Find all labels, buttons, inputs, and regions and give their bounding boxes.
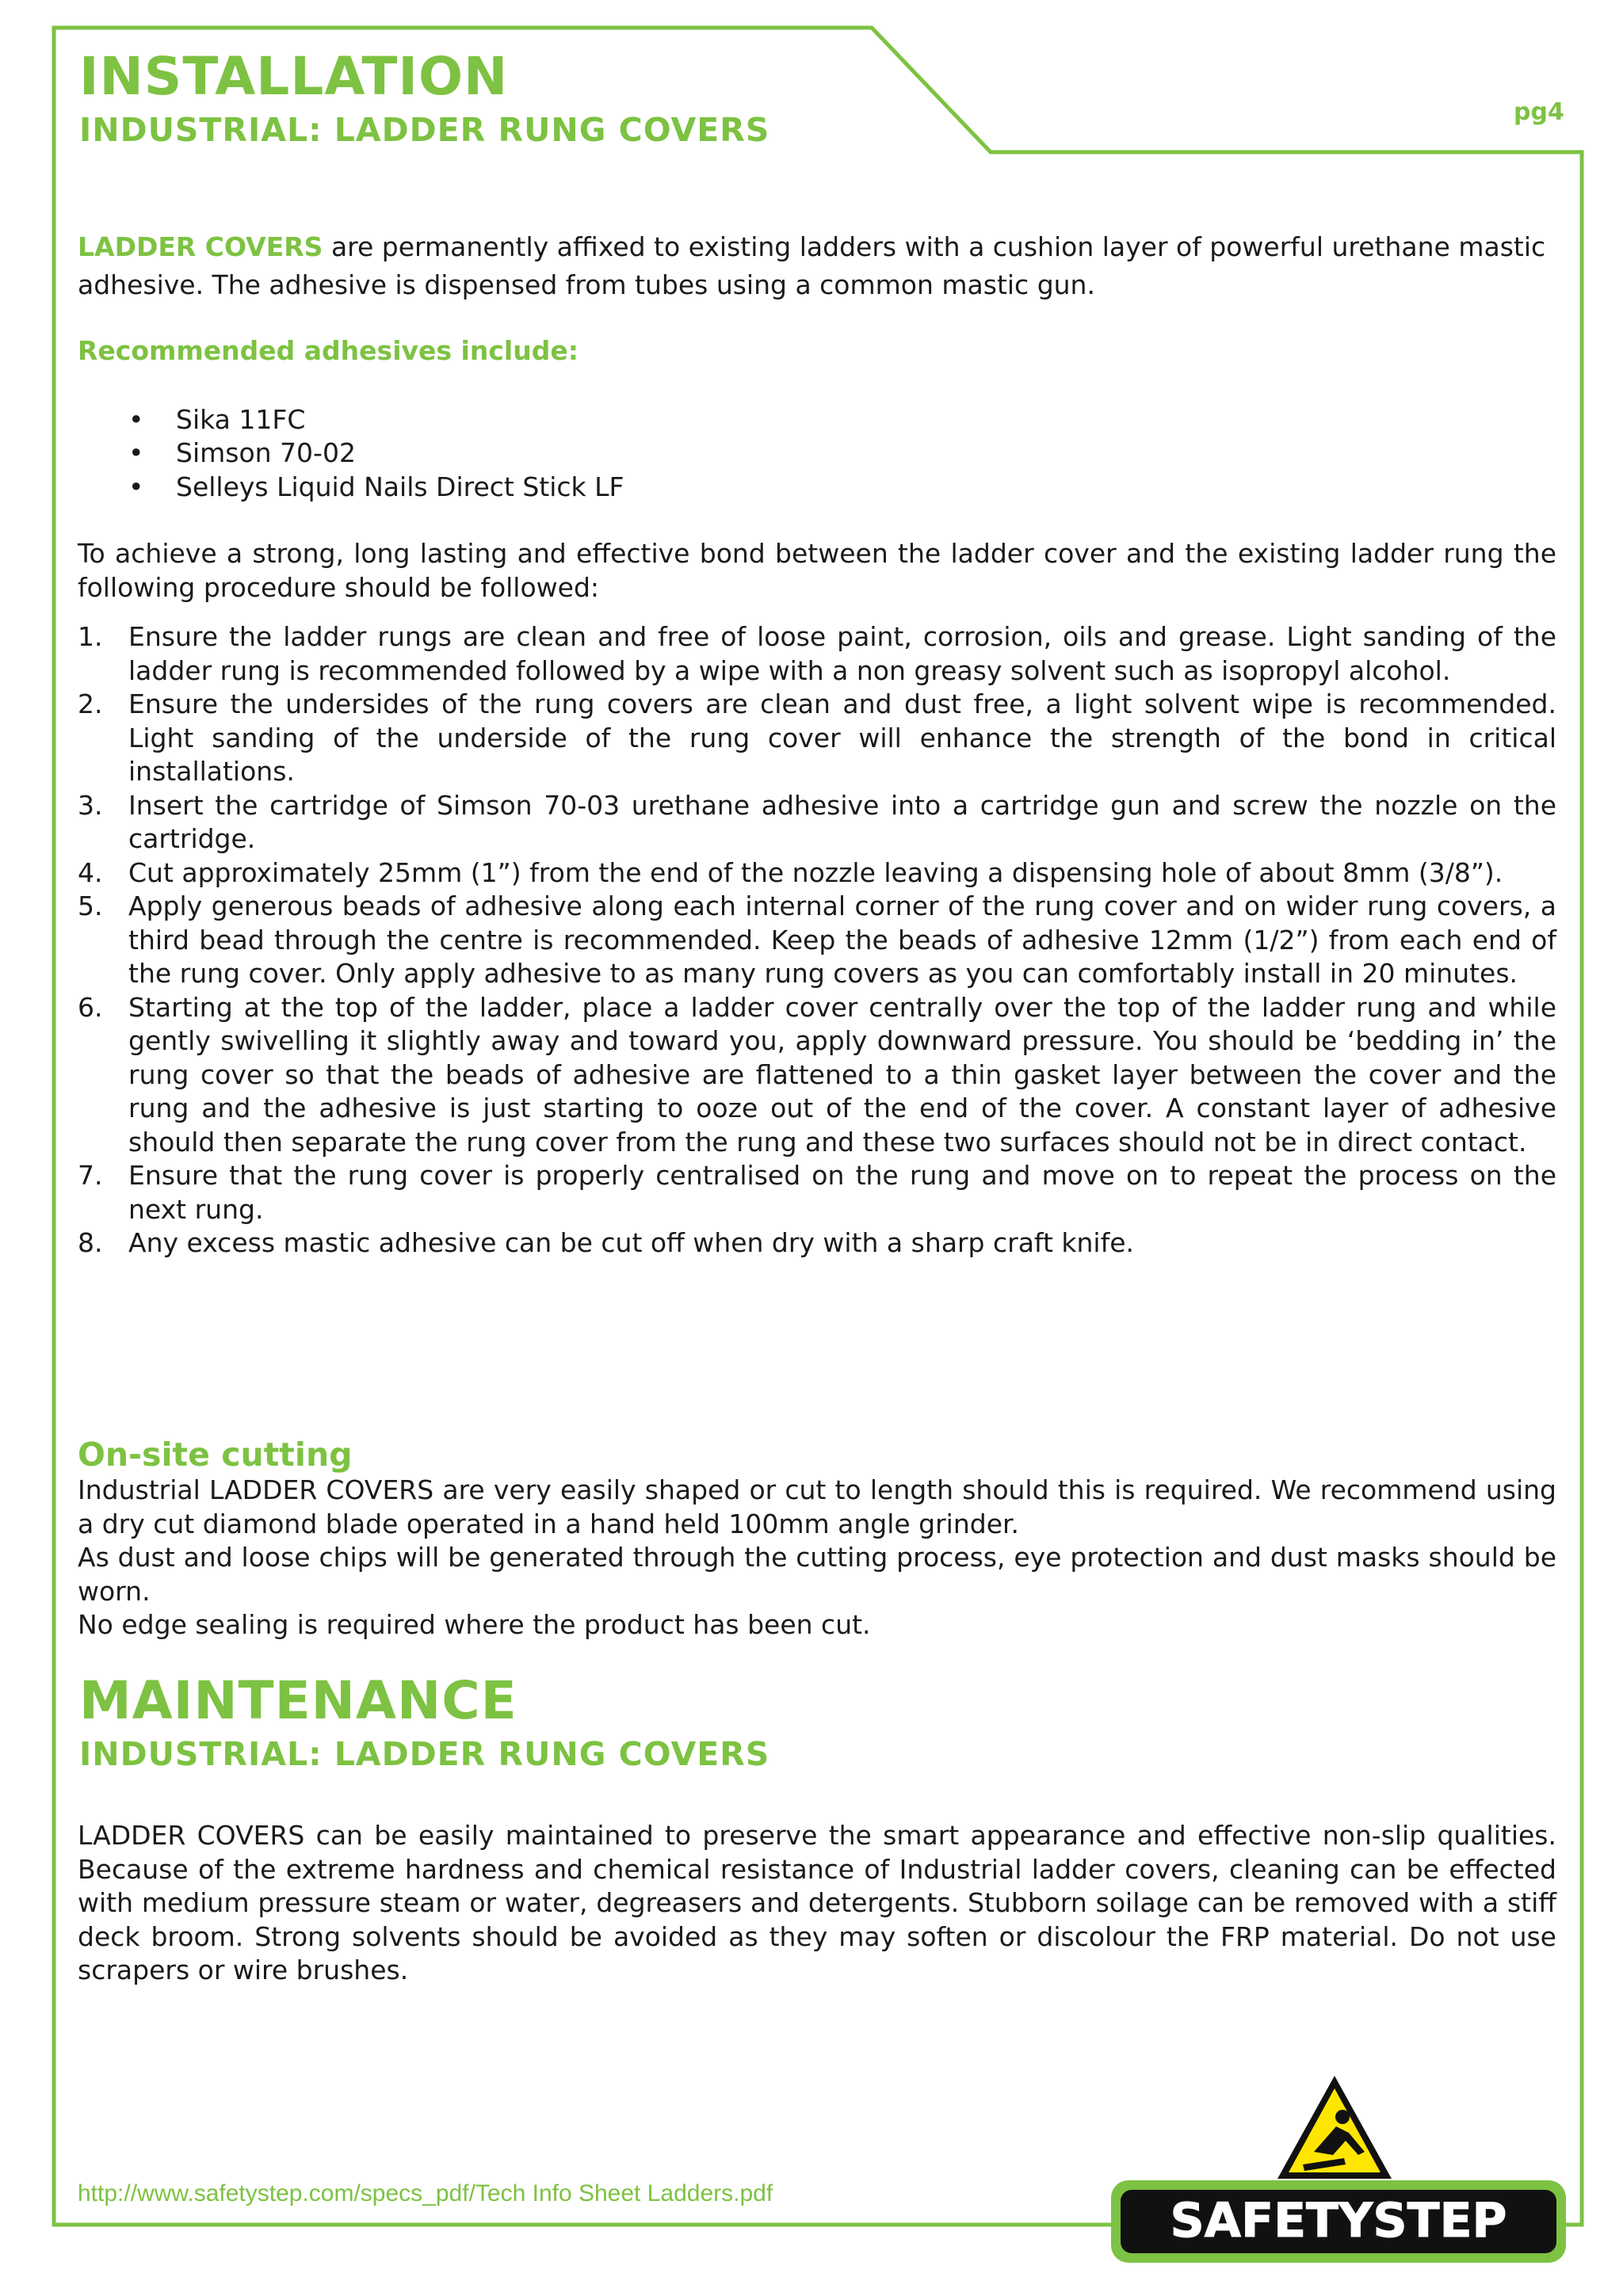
adhesives-section [78,334,1556,504]
maintenance-subtitle: INDUSTRIAL: LADDER RUNG COVERS [79,1735,770,1773]
cutting-paragraph: No edge sealing is required where the product has been cut. [78,1609,871,1640]
list-item [78,1226,1556,1261]
adhesives-list [78,403,1556,505]
list-item [78,403,1556,437]
maintenance-text: LADDER COVERS can be easily maintained to preserve the smart appearance and effective non-slip qualities. Because of the extreme hardness and chemical resistance of Industrial ladder covers, cleaning can be effected with medium pressure steam or water, degreasers and detergents. Stubborn soilage can be removed with a stiff deck broom. Strong solvents should be avoided as they may soften or discolour the FRP material. Do not use scrapers or wire brushes. [78,1820,1556,1985]
list-item [78,1159,1556,1226]
bullet-icon: • [128,403,144,435]
list-item [78,620,1556,688]
step-text: Ensure the undersides of the rung covers are clean and dust free, a light solvent wipe is recommended. Light sanding of the underside of the rung cover will enhance the strength of the bond in critical installations. [128,688,1556,787]
list-item [78,437,1556,471]
step-text: Insert the cartridge of Simson 70-03 urethane adhesive into a cartridge gun and screw the nozzle on the cartridge. [128,789,1556,854]
step-text: Apply generous beads of adhesive along each internal corner of the rung cover and on wider rung covers, a third bead through the centre is recommended. Keep the beads of adhesive 12mm (1/2”) from each end of the rung cover. Only apply adhesive to as many rung covers as you can comfortably install in 20 minutes. [128,891,1556,989]
cutting-paragraph: As dust and loose chips will be generated through the cutting process, eye protection and dust masks should be worn. [78,1542,1556,1607]
procedure-intro: To achieve a strong, long lasting and effective bond between the ladder cover and the existing ladder rung the following procedure should be followed: [78,538,1556,603]
step-number: 6. [78,991,103,1023]
step-number: 1. [78,621,103,652]
maintenance-title: MAINTENANCE [79,1670,517,1731]
cutting-heading: On-site cutting [78,1436,353,1474]
page-title: INSTALLATION [79,46,509,107]
page-number: pg4 [1514,98,1564,126]
cutting-paragraph: Industrial LADDER COVERS are very easily shaped or cut to length should this is required. We recommend using a dry cut diamond blade operated in a hand held 100mm angle grinder. [78,1474,1556,1539]
maintenance-paragraph [78,1819,1556,1988]
list-item [78,471,1556,505]
page-subtitle: INDUSTRIAL: LADDER RUNG COVERS [79,111,770,149]
list-item [78,688,1556,789]
intro-paragraph [78,228,1556,304]
list-item [78,856,1556,891]
safetystep-logo [1106,2076,1571,2266]
procedure-steps [78,620,1556,1261]
intro-lead: LADDER COVERS [78,231,323,262]
cutting-section [78,1436,1556,1642]
adhesive-item: Simson 70-02 [176,437,356,468]
bullet-icon: • [128,437,144,468]
logo-text: SAFETYSTEP [1170,2193,1507,2248]
step-number: 3. [78,789,103,821]
step-text: Any excess mastic adhesive can be cut off when dry with a sharp craft knife. [128,1227,1134,1258]
adhesive-item: Sika 11FC [176,403,306,435]
intro-text: are permanently affixed to existing ladders with a cushion layer of powerful urethane mastic adhesive. The adhesive is dispensed from tubes using a common mastic gun. [78,231,1546,300]
adhesives-heading: Recommended adhesives include: [78,335,579,366]
step-number: 5. [78,891,103,921]
step-text: Cut approximately 25mm (1”) from the end of the nozzle leaving a dispensing hole of about 8mm (3/8”). [128,856,1503,888]
step-number: 2. [78,688,103,719]
bullet-icon: • [128,471,144,502]
list-item [78,789,1556,856]
step-number: 7. [78,1160,103,1191]
step-number: 4. [78,856,103,888]
step-text: Ensure that the rung cover is properly centralised on the rung and move on to repeat the process on the next rung. [128,1160,1556,1225]
step-text: Ensure the ladder rungs are clean and free of loose paint, corrosion, oils and grease. Light sanding of the ladder rung is recommended followed by a wipe with a non greasy solvent such as isopropyl alcohol. [128,621,1556,686]
step-text: Starting at the top of the ladder, place a ladder cover centrally over the top of the ladder rung and while gently swivelling it slightly away and toward you, apply downward pressure. You should be ‘bedding in’ the rung cover so that the beads of adhesive are flattened to a thin gasket layer between the cover and the rung and the adhesive is just starting to ooze out of the end of the cover. A constant layer of adhesive should then separate the rung cover from the rung and these two surfaces should not be in direct contact. [128,991,1556,1158]
list-item [78,991,1556,1160]
adhesive-item: Selleys Liquid Nails Direct Stick LF [176,471,624,502]
procedure-section [78,537,1556,1261]
step-number: 8. [78,1227,103,1258]
footer-url: http://www.safetystep.com/specs_pdf/Tech Info Sheet Ladders.pdf [78,2180,773,2206]
list-item [78,890,1556,991]
